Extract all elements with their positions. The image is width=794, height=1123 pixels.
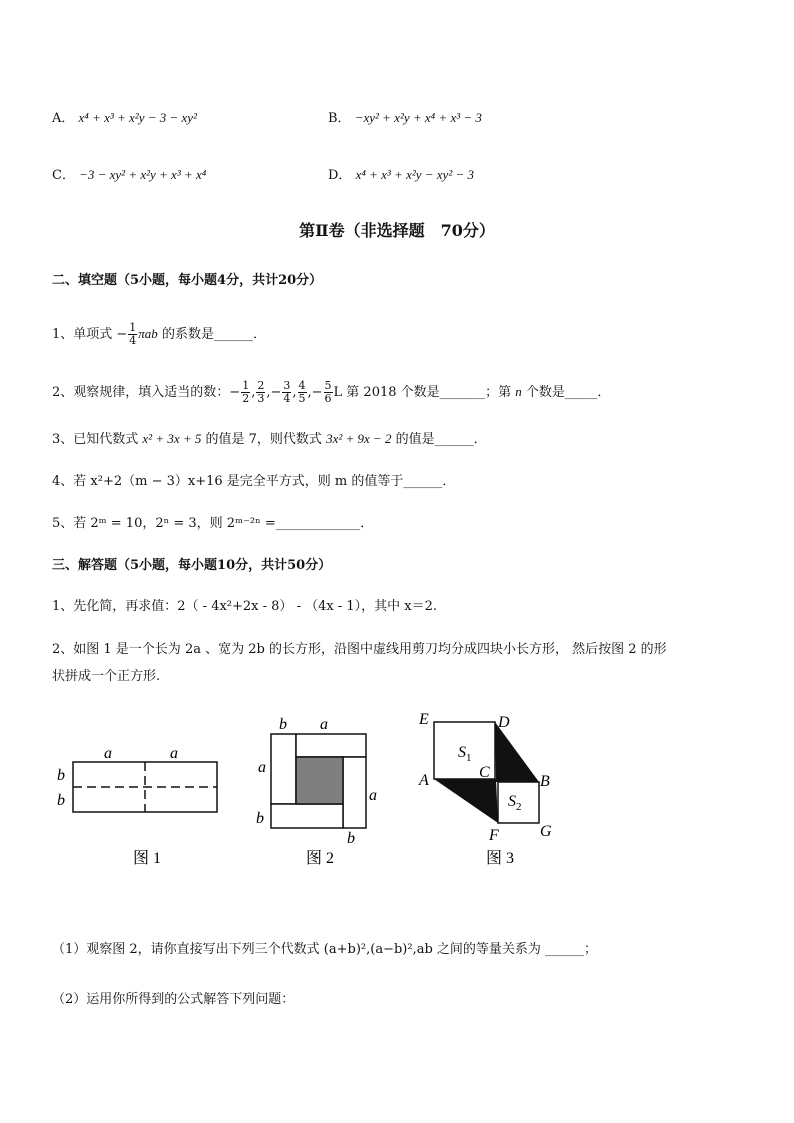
fill-q2-prefix: 2、观察规律，填入适当的数：	[52, 385, 230, 400]
fill-q3-mid: 的值是 7，则代数式	[201, 432, 327, 447]
option-a-expr: x⁴ + x³ + x²y − 3 − xy²	[78, 110, 197, 125]
option-a-letter: A．	[52, 111, 75, 126]
fig3-label-c: C	[479, 764, 490, 781]
fig2-label-top-a: a	[320, 716, 328, 733]
fig3-label-f: F	[489, 827, 499, 844]
solve-q2-line1: 2、如图 1 是一个长为 2a 、宽为 2b 的长方形，沿图中虚线用剪刀均分成四块小长方形， 然后按图 2 的形	[52, 642, 667, 657]
fill-q2-suffix2: 个数是_____．	[521, 385, 611, 400]
figure-2	[256, 716, 377, 867]
sequence-sign: ,−	[266, 385, 282, 400]
fraction-denominator: 4	[129, 334, 137, 347]
fraction-denominator: 2	[242, 392, 250, 405]
option-c-expr: −3 − xy² + x²y + x³ + x⁴	[79, 167, 207, 182]
fill-q5: 5、若 2ᵐ = 10，2ⁿ = 3，则 2ᵐ⁻²ⁿ =_____________．	[52, 516, 374, 531]
option-b	[328, 109, 482, 128]
fig3-label-s1: $S_1$	[458, 744, 472, 764]
fig2-label-right-a: a	[369, 787, 377, 804]
fraction-denominator: 4	[283, 392, 291, 405]
solve-q1: 1、先化简，再求值：2（ - 4x²+2x - 8） - （4x - 1），其中 x＝2.	[52, 599, 437, 614]
option-c-letter: C．	[52, 168, 75, 183]
fig2-label-top-b: b	[279, 716, 287, 733]
fill-q1-prefix: 1、单项式 −	[52, 327, 128, 342]
fig3-upper-triangle	[495, 722, 539, 782]
sequence-sign: ,−	[307, 385, 323, 400]
option-d-expr: x⁴ + x³ + x²y − xy² − 3	[355, 167, 474, 182]
option-a	[52, 109, 197, 128]
fraction-denominator: 5	[298, 392, 306, 405]
fraction-denominator: 6	[324, 392, 332, 405]
figure-3	[418, 711, 552, 867]
fig3-label-b: B	[540, 773, 550, 790]
fig3-label-e: E	[419, 711, 429, 728]
fill-q4: 4、若 x²+2（m − 3）x+16 是完全平方式，则 m 的值等于______．	[52, 474, 456, 489]
fig2-center-square	[296, 757, 343, 804]
option-d-letter: D．	[328, 168, 352, 183]
fig1-caption: 图 1	[133, 850, 162, 867]
fig2-label-left-a: a	[258, 759, 266, 776]
fill-q1-term: πab	[138, 326, 158, 341]
fill-q2-ellipsis: L	[333, 385, 343, 400]
fig1-label-left-bottom: b	[57, 792, 65, 809]
fig2-label-bottom-b-right: b	[347, 830, 355, 847]
fraction-numerator: 1	[129, 321, 137, 334]
figure-1	[57, 745, 217, 867]
fig2-caption: 图 2	[306, 850, 335, 867]
sequence-fraction	[282, 380, 291, 405]
fig2-left-strip	[271, 734, 296, 804]
fill-heading: 二、填空题（5小题，每小题4分，共计20分）	[52, 273, 323, 288]
fill-q1-suffix: 的系数是______．	[157, 327, 266, 342]
fill-q3-expr1: x² + 3x + 5	[142, 431, 202, 446]
fill-q2-n: n	[515, 384, 522, 399]
fraction-numerator: 5	[324, 379, 332, 392]
fill-q2-sequence	[229, 379, 333, 405]
fig3-label-s2: $S_2$	[508, 793, 522, 813]
fill-q3	[52, 430, 487, 449]
solve-sub1: （1）观察图 2，请你直接写出下列三个代数式 (a+b)²,(a−b)²,ab 之间的等量关系为 ______；	[52, 942, 598, 957]
option-b-expr: −xy² + x²y + x⁴ + x³ − 3	[354, 110, 482, 125]
fill-q3-prefix: 3、已知代数式	[52, 432, 143, 447]
fraction-numerator: 1	[242, 379, 250, 392]
fill-q2	[52, 380, 610, 405]
fig2-bottom-strip	[271, 804, 343, 828]
sequence-sign: −	[229, 385, 241, 400]
fig3-label-a: A	[419, 772, 429, 789]
fig1-label-left-top: b	[57, 767, 65, 784]
fig1-label-top-left: a	[104, 745, 112, 762]
fill-q3-suffix: 的值是______．	[391, 432, 487, 447]
fraction-denominator: 3	[257, 392, 265, 405]
sequence-fraction	[298, 380, 307, 405]
fig3-label-d: D	[498, 714, 510, 731]
solve-sub2: （2）运用你所得到的公式解答下列问题：	[52, 992, 295, 1007]
sequence-fraction	[256, 380, 265, 405]
fill-q2-suffix1: 第 2018 个数是_______；第	[342, 385, 516, 400]
fig2-top-strip	[296, 734, 366, 757]
fraction-numerator: 2	[257, 379, 265, 392]
fig3-caption: 图 3	[486, 850, 515, 867]
fig1-label-top-right: a	[170, 745, 178, 762]
option-d	[328, 166, 474, 185]
fraction-numerator: 4	[298, 379, 306, 392]
fill-q1	[52, 322, 266, 347]
fill-q3-expr2: 3x² + 9x − 2	[326, 431, 392, 446]
fig3-label-g: G	[540, 823, 552, 840]
sequence-sign: ,	[292, 385, 297, 400]
fig3-lower-triangle	[434, 779, 498, 823]
fraction-numerator: 3	[283, 379, 291, 392]
sequence-sign: ,	[251, 385, 256, 400]
option-b-letter: B．	[328, 111, 351, 126]
solve-q2-line2: 状拼成一个正方形.	[52, 669, 161, 684]
sequence-fraction	[324, 380, 333, 405]
part2-title: 第Ⅱ卷（非选择题 70分）	[299, 221, 495, 240]
sequence-fraction	[241, 380, 250, 405]
fig2-label-bottom-b-left: b	[256, 810, 264, 827]
figures	[0, 700, 794, 880]
fig2-right-strip	[343, 757, 366, 828]
option-c	[52, 166, 206, 185]
solve-heading: 三、解答题（5小题，每小题10分，共计50分）	[52, 558, 332, 573]
fill-q1-fraction	[128, 322, 137, 347]
